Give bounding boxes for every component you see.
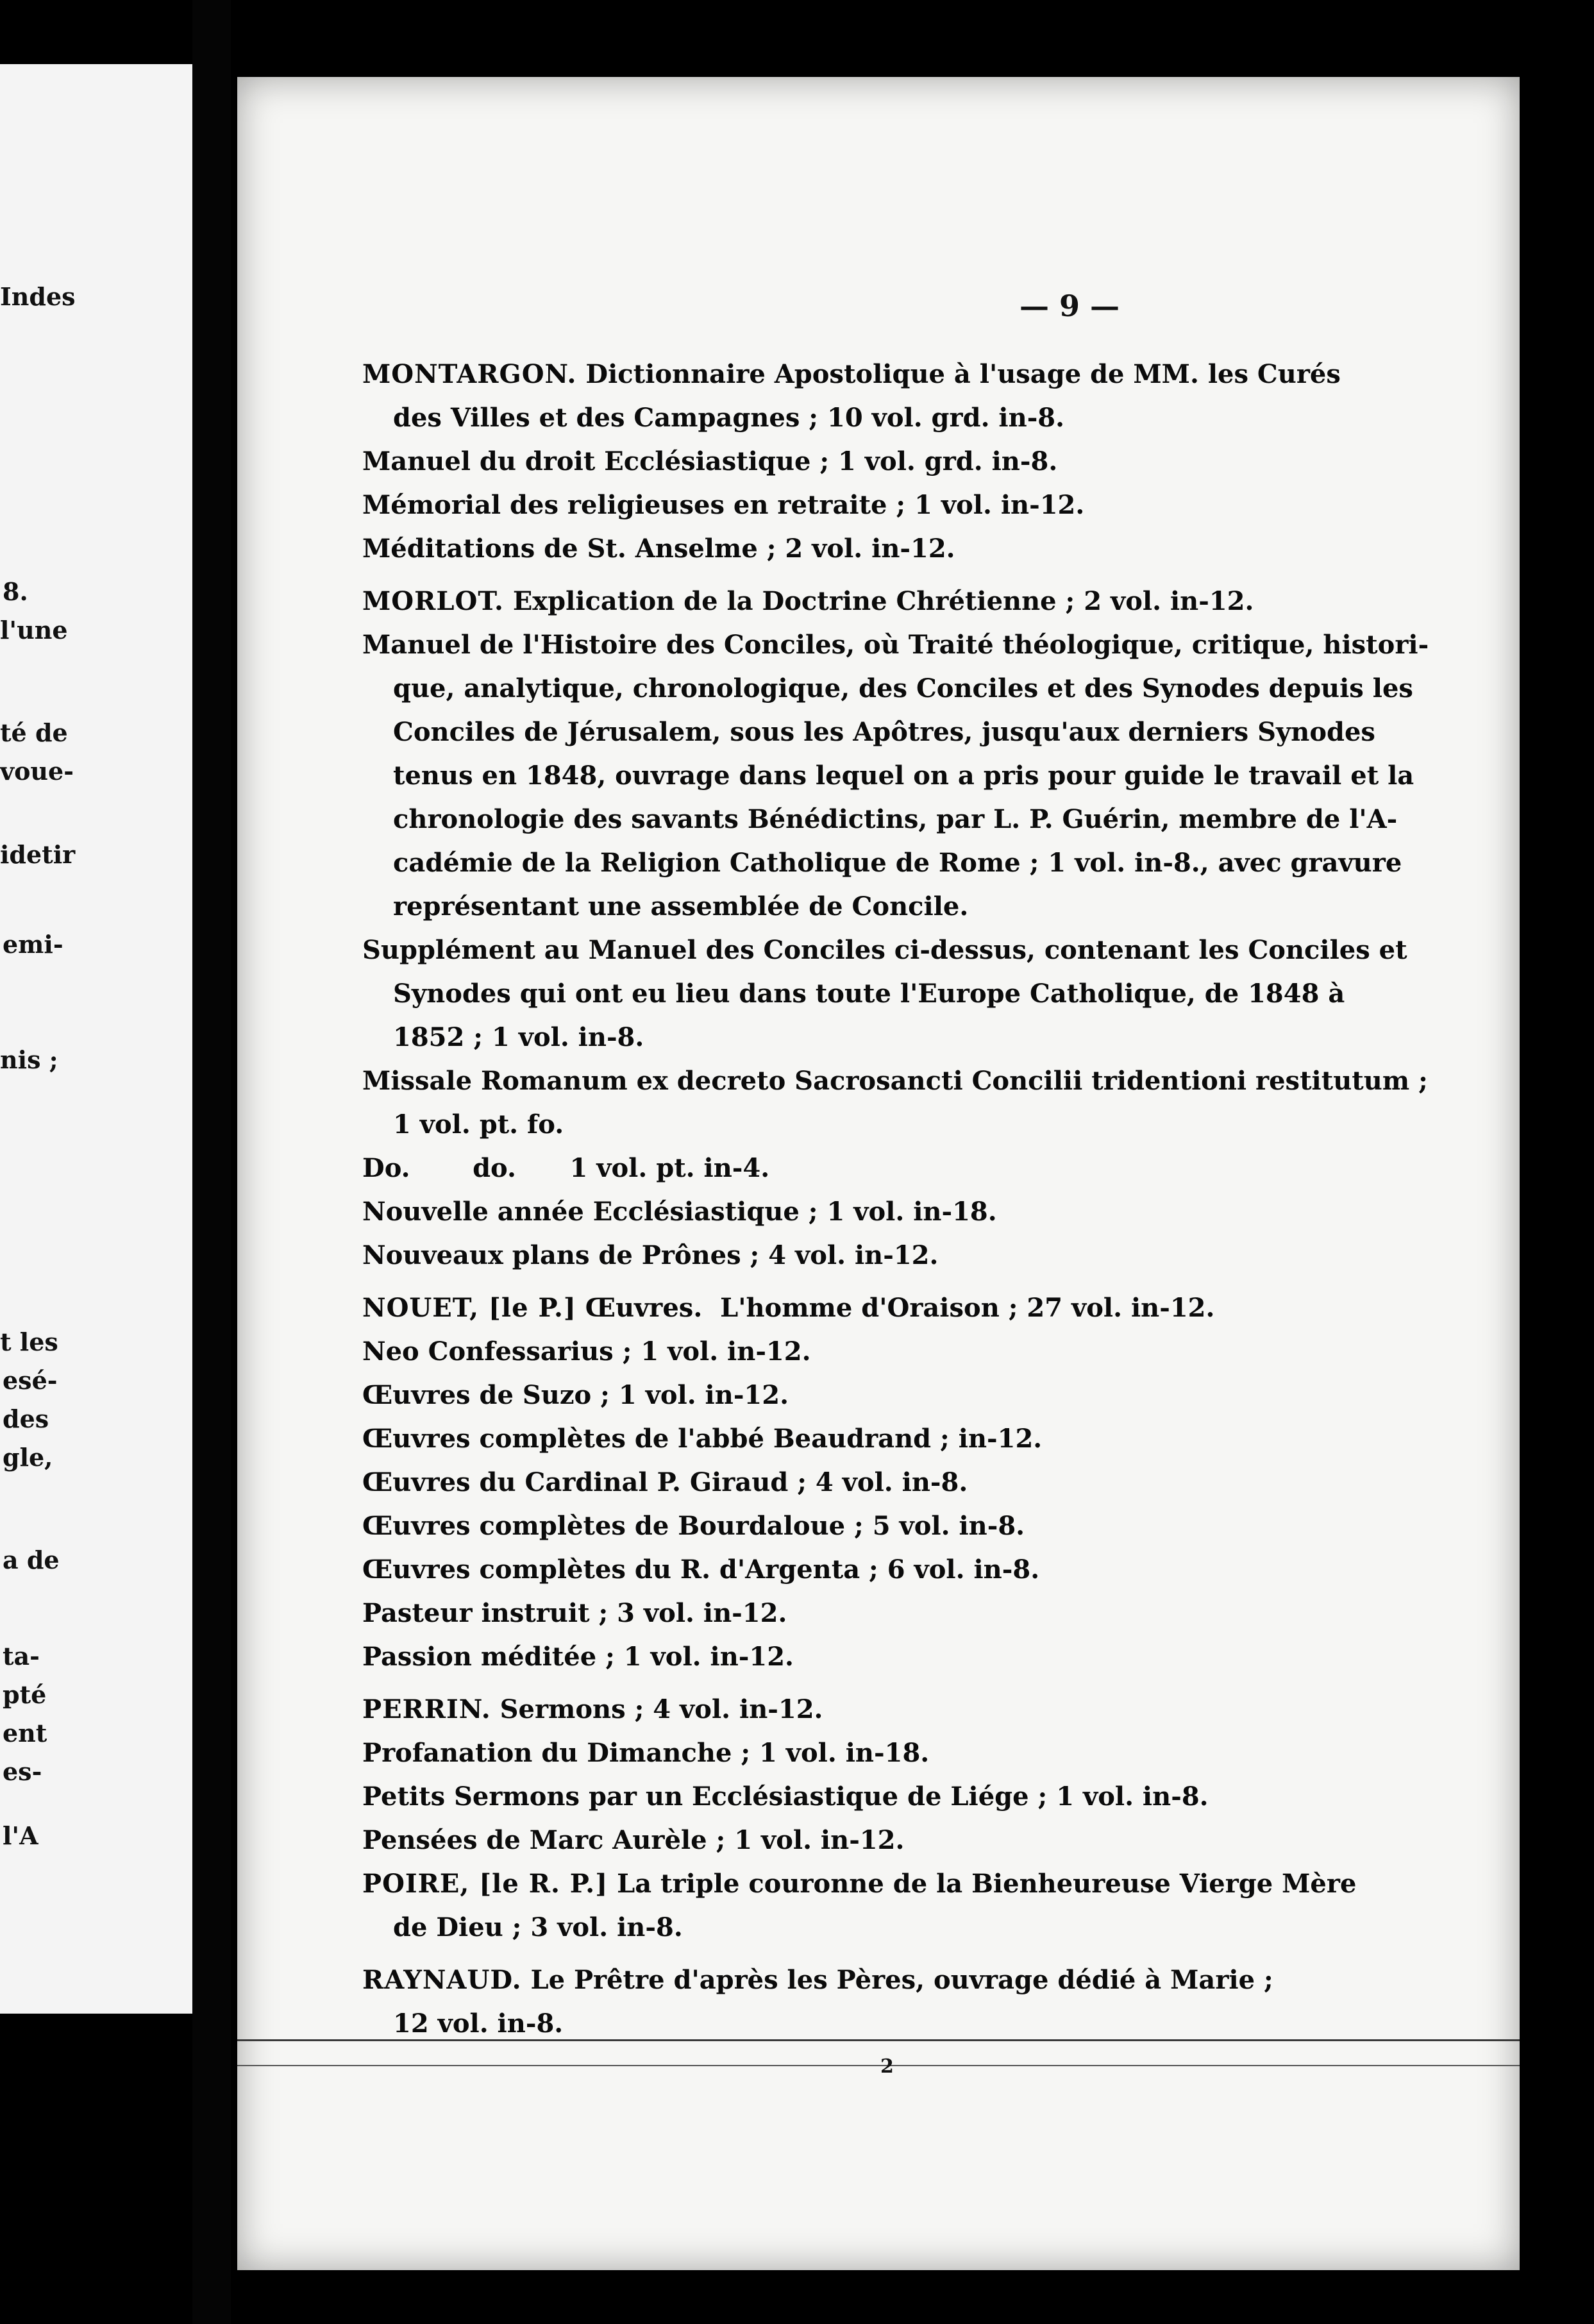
catalog-entry bbox=[362, 1059, 1465, 1147]
entry-text: Œuvres de Suzo ; 1 vol. in-12. bbox=[362, 1380, 789, 1410]
catalog-entry-line bbox=[362, 1234, 1465, 1277]
entry-text: Supplément au Manuel des Conciles ci-dessus, contenant les Conciles et bbox=[362, 935, 1407, 965]
entry-text: cadémie de la Religion Catholique de Rome ; 1 vol. in-8., avec gravure bbox=[393, 848, 1402, 878]
entry-text: 1852 ; 1 vol. in-8. bbox=[393, 1022, 644, 1052]
catalog-entry-line bbox=[362, 1461, 1465, 1504]
catalog-entry bbox=[362, 1862, 1465, 1949]
entry-text: Manuel de l'Histoire des Conciles, où Traité théologique, critique, histori- bbox=[362, 630, 1429, 660]
catalog-entry-line bbox=[362, 1906, 1465, 1949]
catalog-entry-line bbox=[362, 1147, 1465, 1190]
catalog-entry-line bbox=[362, 1548, 1465, 1592]
catalog-entry-line bbox=[362, 711, 1465, 754]
catalog-entry bbox=[362, 1819, 1465, 1862]
adjacent-page-text: ta- bbox=[3, 1642, 40, 1671]
catalog-entry-line bbox=[362, 580, 1465, 623]
page-number: — 9 — bbox=[1019, 289, 1120, 323]
adjacent-page-text: emi- bbox=[3, 930, 63, 959]
adjacent-page-text: voue- bbox=[0, 757, 74, 786]
entry-text: Pensées de Marc Aurèle ; 1 vol. in-12. bbox=[362, 1825, 905, 1855]
entry-text: Do. do. 1 vol. pt. in-4. bbox=[362, 1153, 770, 1183]
catalog-entry-line bbox=[362, 1190, 1465, 1234]
catalog-entry bbox=[362, 1461, 1465, 1504]
catalog-entry-line bbox=[362, 841, 1465, 885]
adjacent-page-text: es- bbox=[3, 1757, 42, 1786]
catalog-entry-line bbox=[362, 1958, 1465, 2002]
entry-text: tenus en 1848, ouvrage dans lequel on a pris pour guide le travail et la bbox=[393, 761, 1414, 791]
catalog-entry-line bbox=[362, 929, 1465, 972]
entry-text: 12 vol. in-8. bbox=[393, 2008, 564, 2039]
author-name: MORLOT. bbox=[362, 586, 504, 616]
binding-gutter bbox=[192, 0, 231, 2324]
catalog-entry-line bbox=[362, 1592, 1465, 1635]
entry-text: Passion méditée ; 1 vol. in-12. bbox=[362, 1642, 794, 1672]
catalog-entry-line bbox=[362, 484, 1465, 527]
author-name: MONTARGON. bbox=[362, 359, 577, 389]
entry-text: Missale Romanum ex decreto Sacrosancti Concilii tridentioni restitutum ; bbox=[362, 1066, 1428, 1096]
entry-text: Œuvres. L'homme d'Oraison ; 27 vol. in-12. bbox=[585, 1293, 1215, 1323]
catalog-entry-line bbox=[362, 1417, 1465, 1461]
entry-text: Explication de la Doctrine Chrétienne ; 2 vol. in-12. bbox=[512, 586, 1254, 616]
entry-text: Nouveaux plans de Prônes ; 4 vol. in-12. bbox=[362, 1240, 939, 1270]
adjacent-page-text: té de bbox=[0, 718, 68, 747]
adjacent-page-text: nis ; bbox=[0, 1045, 58, 1074]
adjacent-page-text: l'une bbox=[0, 616, 68, 644]
catalog-entry bbox=[362, 1688, 1465, 1731]
page-bottom-rule-2 bbox=[237, 2065, 1520, 2066]
catalog-entry-line bbox=[362, 667, 1465, 711]
entry-text: Nouvelle année Ecclésiastique ; 1 vol. in-18. bbox=[362, 1197, 997, 1227]
catalog-entry-line bbox=[362, 1635, 1465, 1679]
entry-text: La triple couronne de la Bienheureuse Vierge Mère bbox=[617, 1869, 1357, 1899]
entry-text: Méditations de St. Anselme ; 2 vol. in-12. bbox=[362, 534, 955, 564]
catalog-entry bbox=[362, 1731, 1465, 1775]
author-name: POIRE, [le R. P.] bbox=[362, 1869, 608, 1899]
catalog-entry-line bbox=[362, 353, 1465, 396]
catalog-entry-line bbox=[362, 885, 1465, 929]
catalog-entry bbox=[362, 1958, 1465, 2046]
catalog-entry bbox=[362, 353, 1465, 440]
catalog-entry bbox=[362, 484, 1465, 527]
entry-text: Profanation du Dimanche ; 1 vol. in-18. bbox=[362, 1738, 930, 1768]
catalog-entry-line bbox=[362, 1374, 1465, 1417]
adjacent-page-text: des bbox=[3, 1404, 49, 1433]
catalog-entry-line bbox=[362, 2002, 1465, 2046]
catalog-entry bbox=[362, 1592, 1465, 1635]
catalog-entry-line bbox=[362, 1504, 1465, 1548]
catalog-entry-line bbox=[362, 1103, 1465, 1147]
catalog-entry bbox=[362, 1548, 1465, 1592]
catalog-entry-line bbox=[362, 1330, 1465, 1374]
catalog-entry bbox=[362, 1417, 1465, 1461]
author-name: PERRIN. bbox=[362, 1694, 491, 1724]
entry-text: Œuvres complètes du R. d'Argenta ; 6 vol. in-8. bbox=[362, 1554, 1040, 1585]
catalog-entry-line bbox=[362, 623, 1465, 667]
catalog-entry-line bbox=[362, 1862, 1465, 1906]
entry-text: Le Prêtre d'après les Pères, ouvrage dédié à Marie ; bbox=[530, 1965, 1273, 1995]
entry-text: Synodes qui ont eu lieu dans toute l'Europe Catholique, de 1848 à bbox=[393, 979, 1345, 1009]
entry-text: que, analytique, chronologique, des Conciles et des Synodes depuis les bbox=[393, 673, 1413, 703]
adjacent-page-text: idetir bbox=[0, 840, 76, 869]
author-name: RAYNAUD. bbox=[362, 1965, 522, 1995]
catalog-entry bbox=[362, 1234, 1465, 1277]
catalog-entry-line bbox=[362, 1731, 1465, 1775]
entry-text: Pasteur instruit ; 3 vol. in-12. bbox=[362, 1598, 787, 1628]
entry-text: Petits Sermons par un Ecclésiastique de Liége ; 1 vol. in-8. bbox=[362, 1781, 1209, 1812]
adjacent-page-fragment bbox=[0, 64, 192, 2014]
catalog-entry bbox=[362, 1286, 1465, 1330]
catalog-page bbox=[237, 77, 1520, 2270]
catalog-entry-line bbox=[362, 754, 1465, 798]
entry-text: chronologie des savants Bénédictins, par L. P. Guérin, membre de l'A- bbox=[393, 804, 1398, 834]
catalog-entry bbox=[362, 1147, 1465, 1190]
catalog-entry-line bbox=[362, 1775, 1465, 1819]
catalog-entry bbox=[362, 623, 1465, 929]
entry-text: Sermons ; 4 vol. in-12. bbox=[499, 1694, 823, 1724]
adjacent-page-text: l'A bbox=[3, 1821, 38, 1850]
adjacent-page-text: t les bbox=[0, 1327, 58, 1356]
catalog-entry-line bbox=[362, 396, 1465, 440]
catalog-entry-line bbox=[362, 1819, 1465, 1862]
entry-text: Œuvres complètes de Bourdaloue ; 5 vol. in-8. bbox=[362, 1511, 1025, 1541]
catalog-entry bbox=[362, 1504, 1465, 1548]
adjacent-page-text: gle, bbox=[3, 1443, 53, 1472]
entry-text: Mémorial des religieuses en retraite ; 1 vol. in-12. bbox=[362, 490, 1085, 520]
entry-text: de Dieu ; 3 vol. in-8. bbox=[393, 1912, 683, 1942]
adjacent-page-text: a de bbox=[3, 1545, 60, 1574]
entry-text: Dictionnaire Apostolique à l'usage de MM. les Curés bbox=[585, 359, 1341, 389]
catalog-entry-line bbox=[362, 1286, 1465, 1330]
author-name: NOUET, [le P.] bbox=[362, 1293, 576, 1323]
entry-text: représentant une assemblée de Concile. bbox=[393, 891, 969, 922]
catalog-entry bbox=[362, 527, 1465, 571]
catalog-entry bbox=[362, 1190, 1465, 1234]
entry-text: Neo Confessarius ; 1 vol. in-12. bbox=[362, 1336, 811, 1367]
catalog-entry bbox=[362, 580, 1465, 623]
catalog-entry-line bbox=[362, 972, 1465, 1016]
entry-text: des Villes et des Campagnes ; 10 vol. grd. in-8. bbox=[393, 403, 1065, 433]
catalog-entry bbox=[362, 1330, 1465, 1374]
catalog-entry bbox=[362, 929, 1465, 1059]
entry-text: Œuvres du Cardinal P. Giraud ; 4 vol. in-8. bbox=[362, 1467, 968, 1497]
adjacent-page-text: Indes bbox=[0, 282, 76, 311]
signature-mark: 2 bbox=[880, 2055, 894, 2078]
catalog-entry bbox=[362, 440, 1465, 484]
adjacent-page-text: esé- bbox=[3, 1366, 58, 1395]
catalog-entry-line bbox=[362, 1688, 1465, 1731]
catalog-entry bbox=[362, 1374, 1465, 1417]
catalog-entry bbox=[362, 1775, 1465, 1819]
catalog-entry-line bbox=[362, 527, 1465, 571]
catalog-entry bbox=[362, 1635, 1465, 1679]
entry-text: Œuvres complètes de l'abbé Beaudrand ; in-12. bbox=[362, 1424, 1043, 1454]
book-catalog-list bbox=[362, 353, 1465, 2046]
catalog-entry-line bbox=[362, 1016, 1465, 1059]
entry-text: 1 vol. pt. fo. bbox=[393, 1109, 564, 1140]
catalog-entry-line bbox=[362, 440, 1465, 484]
catalog-entry-line bbox=[362, 1059, 1465, 1103]
adjacent-page-text: ent bbox=[3, 1719, 47, 1747]
adjacent-page-text: 8. bbox=[3, 577, 28, 606]
entry-text: Manuel du droit Ecclésiastique ; 1 vol. grd. in-8. bbox=[362, 446, 1058, 476]
catalog-entry-line bbox=[362, 798, 1465, 841]
adjacent-page-text: pté bbox=[3, 1680, 47, 1709]
entry-text: Conciles de Jérusalem, sous les Apôtres, jusqu'aux derniers Synodes bbox=[393, 717, 1375, 747]
